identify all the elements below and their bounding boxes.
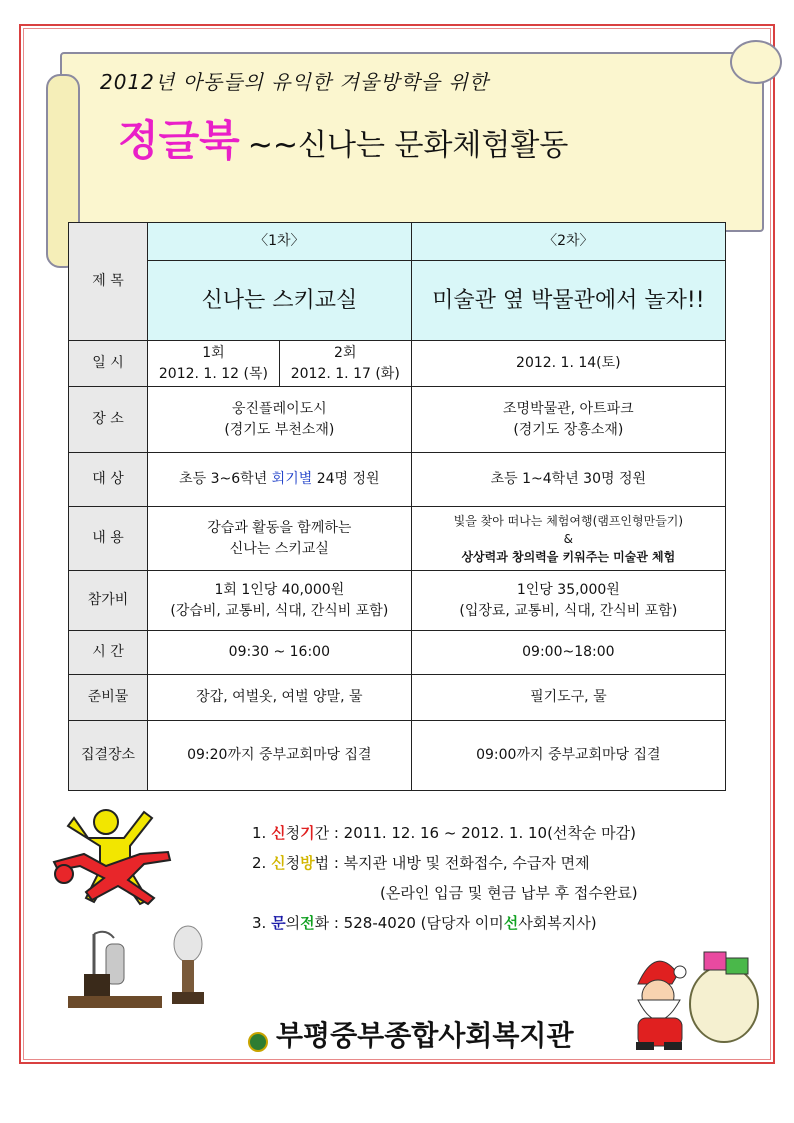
info-line-contact (252, 908, 638, 938)
info-method-text: : 복지관 내방 및 전화접수, 수급자 면제 (329, 854, 590, 872)
info-num-2: 2. (252, 854, 272, 872)
info-contact-highlight: 선 (503, 914, 519, 932)
prep-round2: 필기도구, 물 (411, 675, 725, 721)
title-rest: ~~신나는 문화체험활동 (247, 128, 569, 163)
info-contact-text-end: 사회복지사) (518, 914, 597, 932)
info-period-char2: 청 (285, 824, 301, 842)
page-subtitle: 2012년 아동들의 유익한 겨울방학을 위한 (100, 70, 490, 94)
target-round1 (148, 453, 412, 507)
dancing-figures-illustration (44, 804, 194, 912)
row-label-meet: 집결장소 (69, 721, 148, 791)
info-period-char1: 신 (271, 824, 286, 842)
date-round2: 2012. 1. 14(토) (411, 341, 725, 387)
title-round2: 미술관 옆 박물관에서 놀자!! (411, 261, 725, 341)
row-label-target: 대 상 (69, 453, 148, 507)
row-label-prep: 준비물 (69, 675, 148, 721)
fee-round1 (148, 571, 412, 631)
info-period-text: : 2011. 12. 16 ~ 2012. 1. 10(선착순 마감) (329, 824, 637, 842)
organization-emblem-icon (248, 1032, 268, 1052)
time-round2: 09:00~18:00 (411, 631, 725, 675)
info-contact-char1: 문 (271, 914, 286, 932)
date-round1-first (148, 341, 280, 387)
antique-lamps-illustration (62, 914, 212, 1014)
title-main: 정글북 (118, 116, 240, 165)
place-r2-line1: 조명박물관, 아트파크 (503, 401, 634, 418)
place-round1 (148, 387, 412, 453)
target-round2: 초등 1~4학년 30명 정원 (411, 453, 725, 507)
info-period-char3: 기 (300, 824, 315, 842)
info-period-char4: 간 (314, 824, 330, 842)
target-r1-b: 회기별 (271, 471, 313, 488)
fee-r2-line1: 1인당 35,000원 (516, 582, 620, 599)
info-num-1: 1. (252, 824, 272, 842)
fee-r2-line2: (입장료, 교통비, 식대, 간식비 포함) (459, 602, 678, 619)
info-contact-char2: 의 (285, 914, 301, 932)
info-method-char2: 청 (285, 854, 301, 872)
info-contact-char4: 화 (314, 914, 330, 932)
info-contact-char3: 전 (300, 914, 315, 932)
info-method-char1: 신 (271, 854, 286, 872)
meet-round2: 09:00까지 중부교회마당 집결 (411, 721, 725, 791)
info-line-method (252, 848, 638, 878)
info-method-char4: 법 (314, 854, 330, 872)
date-r1a-line2: 2012. 1. 12 (목) (158, 365, 268, 382)
content-r2-line2: & (563, 531, 574, 546)
fee-r1-line2: (강습비, 교통비, 식대, 간식비 포함) (170, 602, 389, 619)
row-label-date: 일 시 (69, 341, 148, 387)
content-round1 (148, 507, 412, 571)
row-label-content: 내 용 (69, 507, 148, 571)
prep-round1: 장갑, 여벌옷, 여벌 양말, 물 (148, 675, 412, 721)
target-r1-a: 초등 3~6학년 (179, 471, 272, 488)
content-r2-line1: 빛을 찾아 떠나는 체험여행(램프인형만들기) (453, 513, 684, 528)
date-r1b-line2: 2012. 1. 17 (화) (290, 365, 400, 382)
schedule-table (68, 222, 726, 791)
fee-round2 (411, 571, 725, 631)
info-line-method-note: (온라인 입금 및 현금 납부 후 접수완료) (380, 884, 638, 902)
application-info (252, 818, 638, 938)
header-round1: 〈1차〉 (148, 223, 412, 261)
fee-r1-line1: 1회 1인당 40,000원 (214, 582, 345, 599)
info-line-period (252, 818, 638, 848)
content-r1-line1: 강습과 활동을 함께하는 (207, 520, 352, 537)
row-label-time: 시 간 (69, 631, 148, 675)
place-r1-line2: (경기도 부천소재) (224, 421, 335, 438)
row-label-title: 제 목 (69, 223, 148, 341)
page-title (118, 108, 568, 168)
content-round2 (411, 507, 725, 571)
santa-illustration (612, 944, 762, 1054)
date-r1a-line1: 1회 (202, 345, 225, 362)
date-round1-second (279, 341, 411, 387)
place-r1-line1: 웅진플레이도시 (232, 401, 327, 418)
info-num-3: 3. (252, 914, 272, 932)
time-round1: 09:30 ~ 16:00 (148, 631, 412, 675)
meet-round1: 09:20까지 중부교회마당 집결 (148, 721, 412, 791)
info-contact-text: : 528-4020 (담당자 이미 (329, 914, 504, 932)
content-r1-line2: 신나는 스키교실 (229, 540, 329, 557)
title-round1: 신나는 스키교실 (148, 261, 412, 341)
row-label-place: 장 소 (69, 387, 148, 453)
info-method-char3: 방 (300, 854, 315, 872)
organization-name: 부평중부종합사회복지관 (276, 1019, 574, 1052)
date-r1b-line1: 2회 (334, 345, 357, 362)
content-r2-line3: 상상력과 창의력을 키워주는 미술관 체험 (461, 549, 676, 564)
header-round2: 〈2차〉 (411, 223, 725, 261)
place-round2 (411, 387, 725, 453)
target-r1-c: 24명 정원 (312, 471, 380, 488)
scroll-curl-top (730, 40, 782, 84)
place-r2-line2: (경기도 장흥소재) (513, 421, 624, 438)
row-label-fee: 참가비 (69, 571, 148, 631)
